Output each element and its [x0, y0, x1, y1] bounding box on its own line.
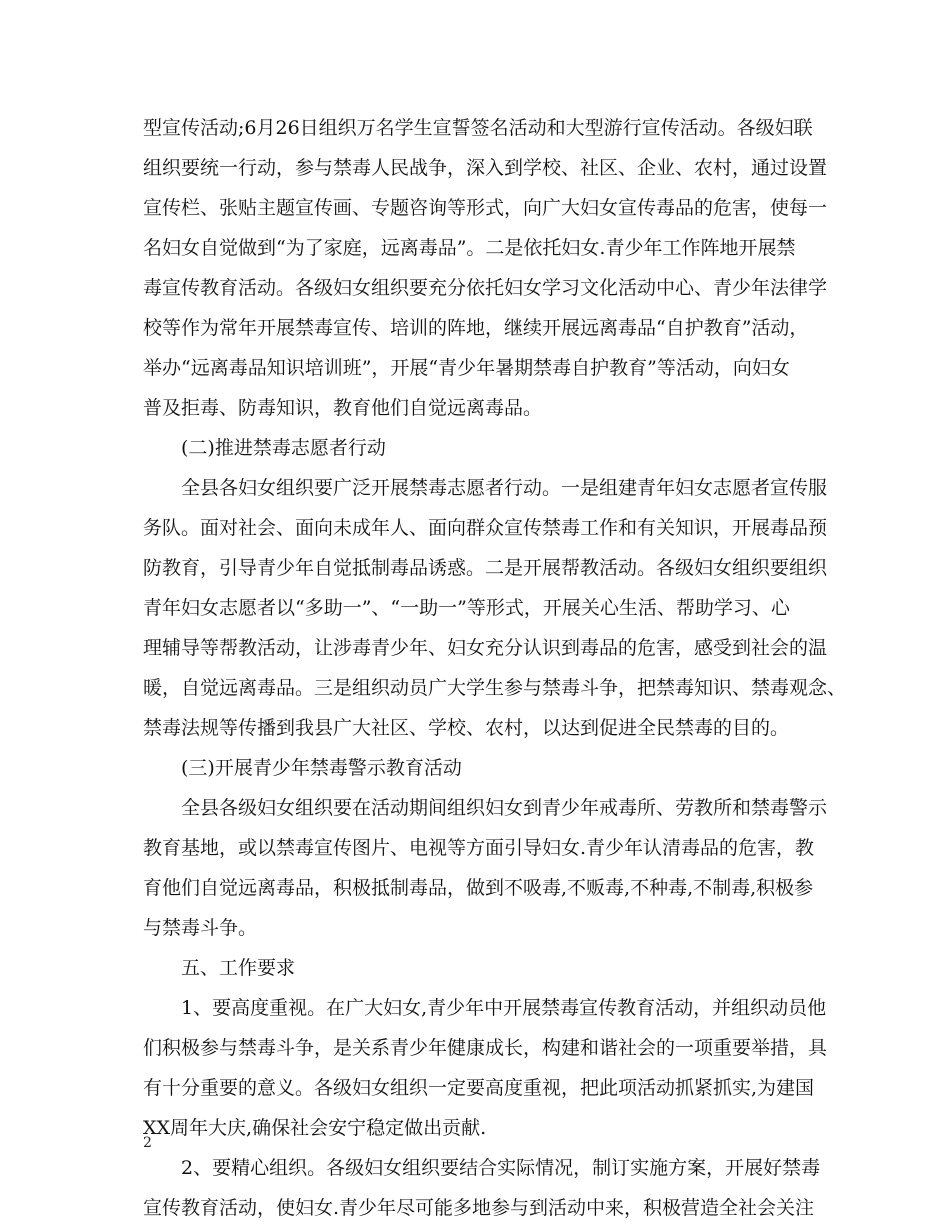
text-line: 与禁毒斗争。 [143, 917, 258, 939]
text-line: 宣传教育活动，使妇女.青少年尽可能多地参与到活动中来，积极营造全社会关注 [143, 1197, 815, 1219]
text-line: 全县各妇女组织要广泛开展禁毒志愿者行动。一是组建青年妇女志愿者宣传服 [143, 477, 828, 499]
text-line: 有十分重要的意义。各级妇女组织一定要高度重视，把此项活动抓紧抓实,为建国 [143, 1077, 815, 1099]
text-line: 青年妇女志愿者以“多助一”、“一助一”等形式，开展关心生活、帮助学习、心 [143, 597, 790, 619]
paragraph [143, 1148, 821, 1228]
text-line: 育他们自觉远离毒品，积极抵制毒品，做到不吸毒,不贩毒,不种毒,不制毒,积极参 [143, 877, 814, 899]
text-line: (二)推进禁毒志愿者行动 [143, 437, 386, 459]
paragraph [143, 788, 828, 948]
text-line: 型宣传活动;6月26日组织万名学生宣誓签名活动和大型游行宣传活动。各级妇联 [143, 117, 813, 139]
text-line: 理辅导等帮教活动，让涉毒青少年、妇女充分认识到毒品的危害，感受到社会的温 [143, 637, 828, 659]
text-line: 举办“远离毒品知识培训班”，开展“青少年暑期禁毒自护教育”等活动，向妇女 [143, 357, 790, 379]
text-line: 务队。面对社会、面向未成年人、面向群众宣传禁毒工作和有关知识，开展毒品预 [143, 517, 828, 539]
page-number: 2 [143, 1135, 152, 1151]
text-line: 全县各级妇女组织要在活动期间组织妇女到青少年戒毒所、劳教所和禁毒警示 [143, 797, 828, 819]
paragraph [143, 948, 818, 988]
text-line: 名妇女自觉做到“为了家庭，远离毒品”。二是依托妇女.青少年工作阵地开展禁 [143, 237, 796, 259]
paragraph [143, 748, 818, 788]
paragraph [143, 988, 828, 1148]
text-line: 宣传栏、张贴主题宣传画、专题咨询等形式，向广大妇女宣传毒品的危害，使每一 [143, 197, 828, 219]
text-line: 防教育，引导青少年自觉抵制毒品诱惑。二是开展帮教活动。各级妇女组织要组织 [143, 557, 828, 579]
text-line: 校等作为常年开展禁毒宣传、培训的阵地，继续开展远离毒品“自护教育”活动， [143, 317, 809, 339]
text-line: 普及拒毒、防毒知识，教育他们自觉远离毒品。 [143, 397, 543, 419]
text-line: 1、要高度重视。在广大妇女,青少年中开展禁毒宣传教育活动，并组织动员他 [143, 997, 827, 1019]
text-line: 暖，自觉远离毒品。三是组织动员广大学生参与禁毒斗争，把禁毒知识、禁毒观念、 [143, 677, 847, 699]
text-line: 们积极参与禁毒斗争，是关系青少年健康成长，构建和谐社会的一项重要举措，具 [143, 1037, 828, 1059]
text-line: 教育基地，或以禁毒宣传图片、电视等方面引导妇女.青少年认清毒品的危害，教 [143, 837, 815, 859]
text-line: 禁毒法规等传播到我县广大社区、学校、农村，以达到促进全民禁毒的目的。 [143, 717, 790, 739]
text-line: 毒宣传教育活动。各级妇女组织要充分依托妇女学习文化活动中心、青少年法律学 [143, 277, 828, 299]
text-line: 组织要统一行动，参与禁毒人民战争，深入到学校、社区、企业、农村，通过设置 [143, 157, 828, 179]
document-body [143, 108, 847, 1228]
paragraph [143, 468, 847, 748]
text-line: (三)开展青少年禁毒警示教育活动 [143, 757, 462, 779]
text-line: XX周年大庆,确保社会安宁稳定做出贡献. [143, 1117, 487, 1139]
paragraph [143, 428, 818, 468]
text-line: 五、工作要求 [143, 957, 296, 979]
paragraph [143, 108, 828, 428]
text-line: 2、要精心组织。各级妇女组织要结合实际情况，制订实施方案，开展好禁毒 [143, 1157, 821, 1179]
